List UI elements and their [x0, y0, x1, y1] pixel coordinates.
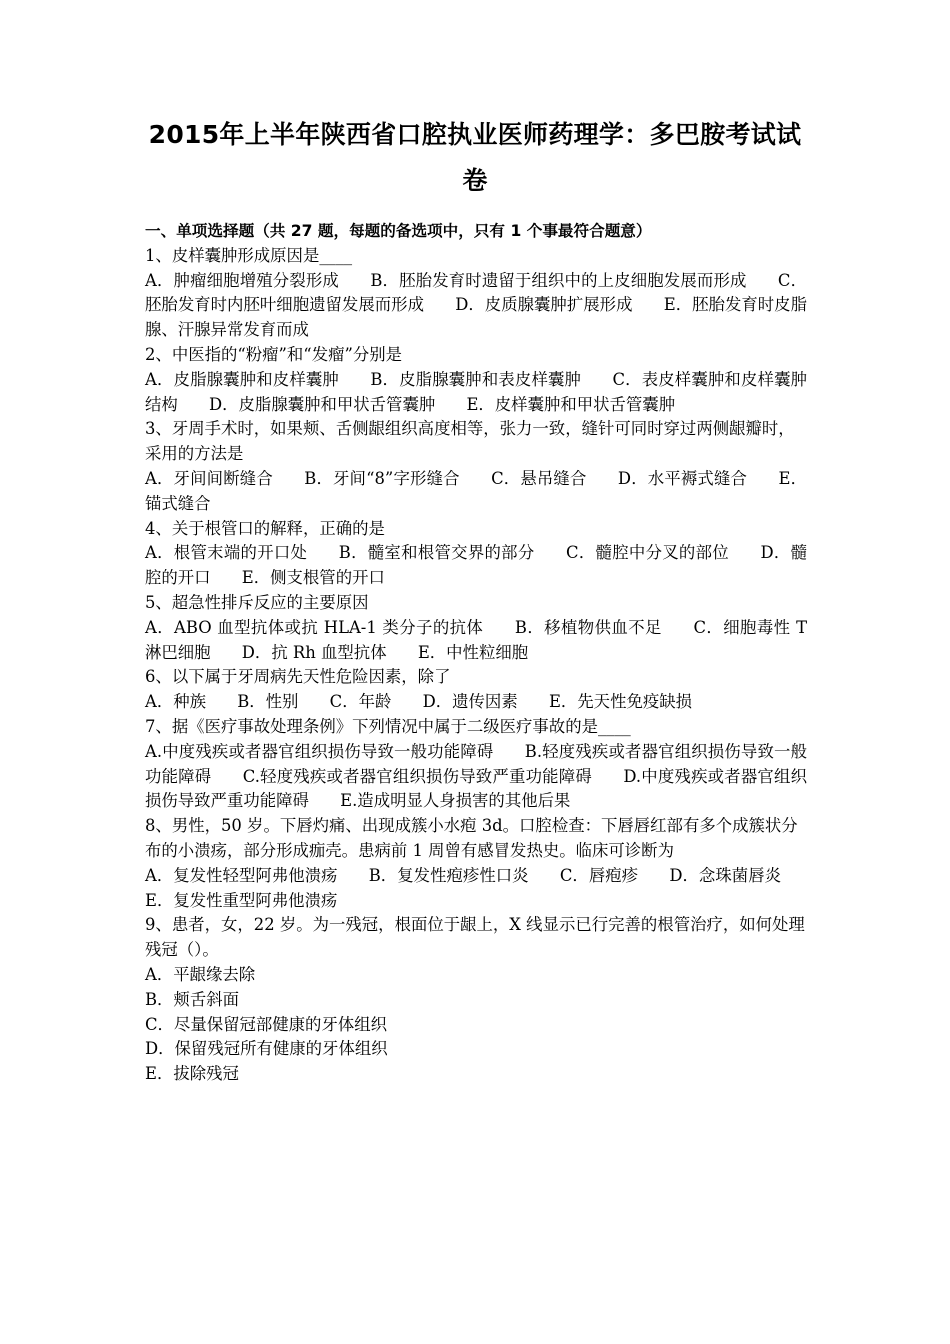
option-e: E．先天性免疫缺损: [548, 692, 693, 712]
question-item: [145, 417, 807, 516]
question-stem: 5、超急性排斥反应的主要原因: [145, 592, 369, 612]
option-b: B．性别: [237, 692, 299, 712]
option-d: D．水平褥式缝合: [617, 468, 748, 488]
question-options: [145, 541, 807, 591]
option-d: D．念珠菌唇炎: [669, 865, 782, 885]
question-item: [145, 591, 807, 665]
question-item: [145, 814, 807, 913]
question-item: [145, 913, 807, 1087]
option-c: C．尽量保留冠部健康的牙体组织: [145, 1014, 388, 1034]
option-a: A.中度残疾或者器官组织损伤导致一般功能障碍: [145, 741, 494, 761]
question-options: [145, 864, 807, 914]
option-c: C．唇疱疹: [559, 865, 639, 885]
question-options: [145, 963, 807, 1087]
option-b: B．髓室和根管交界的部分: [338, 543, 535, 563]
option-a: A．ABO 血型抗体或抗 HLA-1 类分子的抗体: [145, 617, 484, 637]
question-stem: 1、皮样囊肿形成原因是____: [145, 245, 353, 265]
section-heading: 一、单项选择题（共 27 题，每题的备选项中，只有 1 个事最符合题意）: [145, 222, 652, 240]
option-a: A．复发性轻型阿弗他溃疡: [145, 865, 338, 885]
option-b: B．颊舌斜面: [145, 989, 239, 1009]
option-c: C．悬吊缝合: [491, 468, 587, 488]
option-a: A．根管末端的开口处: [145, 543, 308, 563]
question-options: [145, 690, 807, 715]
question-item: [145, 517, 807, 591]
option-e: E．胚胎发育时皮脂腺、汗腺异常发育而成: [145, 295, 807, 340]
option-a: A．平龈缘去除: [145, 964, 256, 984]
question-stem: 3、牙周手术时，如果颊、舌侧龈组织高度相等，张力一致，缝针可同时穿过两侧龈瓣时，采用的方法是: [145, 419, 795, 464]
option-a: A．肿瘤细胞增殖分裂形成: [145, 270, 339, 290]
option-d: D．髓腔的开口: [145, 543, 807, 588]
option-d: D．皮脂腺囊肿和甲状舌管囊肿: [209, 394, 436, 414]
question-options: [145, 368, 807, 418]
question-stem: 4、关于根管口的解释，正确的是: [145, 518, 385, 538]
option-e: E．中性粒细胞: [417, 642, 529, 662]
option-c: C．表皮样囊肿和皮样囊肿结构: [145, 369, 807, 414]
option-e: E．复发性重型阿弗他溃疡: [145, 890, 338, 910]
option-b: B．移植物供血不足: [514, 617, 662, 637]
question-item: [145, 343, 807, 417]
option-a: A．皮脂腺囊肿和皮样囊肿: [145, 369, 339, 389]
option-d: D．皮质腺囊肿扩展形成: [455, 295, 633, 315]
question-item: [145, 665, 807, 715]
option-d: D．抗 Rh 血型抗体: [241, 642, 387, 662]
question-stem: 8、男性，50 岁。下唇灼痛、出现成簇小水疱 3d。口腔检查：下唇唇红部有多个成簇状分布的小溃疡，部分形成痂壳。患病前 1 周曾有感冒发热史。临床可诊断为: [145, 816, 798, 860]
question-options: [145, 616, 807, 666]
question-item: [145, 244, 807, 343]
option-a: A．种族: [145, 692, 207, 712]
option-e: E.造成明显人身损害的其他后果: [340, 791, 571, 811]
question-item: [145, 715, 807, 814]
question-options: [145, 467, 807, 517]
option-d: D．保留残冠所有健康的牙体组织: [145, 1039, 388, 1059]
document-title: 2015年上半年陕西省口腔执业医师药理学：多巴胺考试试卷: [148, 120, 802, 195]
option-b: B．复发性疱疹性口炎: [368, 865, 529, 885]
option-d: D.中度残疾或者器官组织损伤导致严重功能障碍: [145, 766, 807, 811]
option-c: C．胚胎发育时内胚叶细胞遗留发展而形成: [145, 270, 808, 315]
question-options: [145, 740, 807, 814]
option-b: B．牙间“8”字形缝合: [304, 468, 460, 488]
option-e: E．锚式缝合: [145, 468, 807, 513]
option-a: A．牙间间断缝合: [145, 468, 273, 488]
option-c: C．细胞毒性 T 淋巴细胞: [145, 617, 808, 662]
question-stem: 7、据《医疗事故处理条例》下列情况中属于二级医疗事故的是____: [145, 716, 631, 736]
option-e: E．拔除残冠: [145, 1064, 239, 1084]
question-stem: 9、患者，女，22 岁。为一残冠，根面位于龈上，X 线显示已行完善的根管治疗，如何处理残冠（）。: [145, 915, 805, 960]
question-options: [145, 269, 807, 343]
option-e: E．皮样囊肿和甲状舌管囊肿: [466, 394, 676, 414]
option-e: E．侧支根管的开口: [241, 568, 385, 588]
option-b: B．皮脂腺囊肿和表皮样囊肿: [370, 369, 582, 389]
question-stem: 6、以下属于牙周病先天性危险因素，除了: [145, 667, 451, 687]
question-list: [145, 244, 807, 1087]
option-c: C．髓腔中分叉的部位: [566, 543, 729, 563]
option-c: C.轻度残疾或者器官组织损伤导致严重功能障碍: [242, 766, 592, 786]
question-stem: 2、中医指的“粉瘤”和“发瘤”分别是: [145, 344, 403, 364]
option-b: B.轻度残疾或者器官组织损伤导致一般功能障碍: [145, 741, 807, 786]
option-c: C．年龄: [329, 692, 392, 712]
option-d: D．遗传因素: [422, 692, 518, 712]
option-b: B．胚胎发育时遗留于组织中的上皮细胞发展而形成: [370, 270, 747, 290]
document-body: [145, 219, 807, 1087]
